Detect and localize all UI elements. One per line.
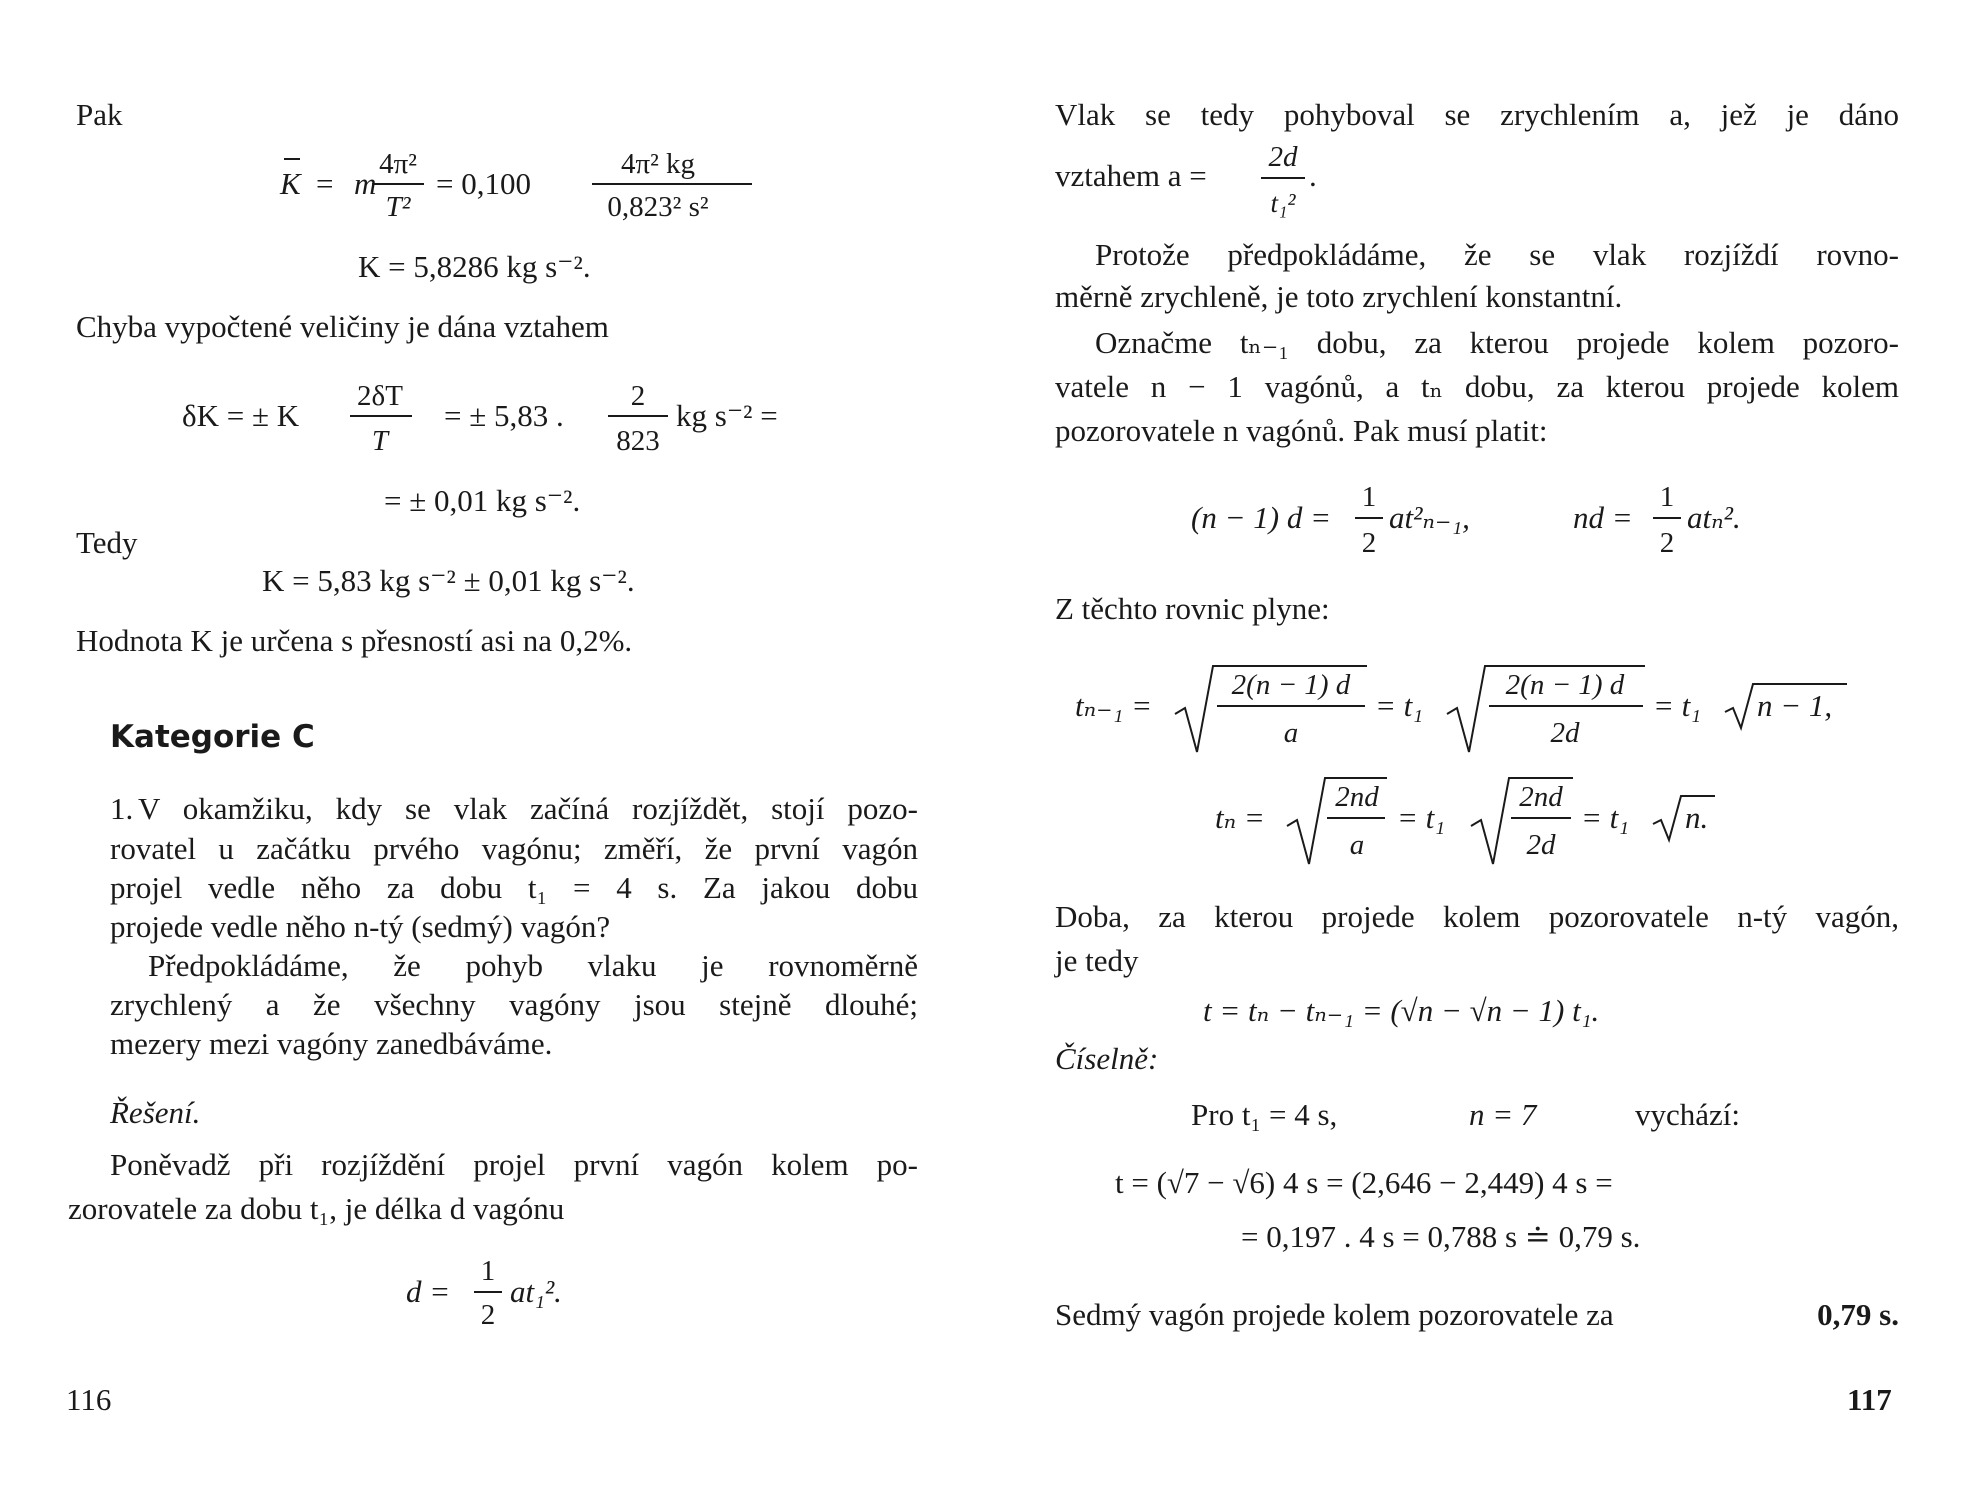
solution-line: Poněvadž při rozjíždění projel první vagón kolem po- bbox=[110, 1147, 918, 1182]
equation-pair bbox=[1191, 472, 1811, 572]
problem-line: mezery mezi vagóny zanedbáváme. bbox=[110, 1026, 553, 1061]
text-line: měrně zrychleně, je toto zrychlení konstantní. bbox=[1055, 279, 1623, 314]
equation-numeric-2: = 0,197 . 4 s = 0,788 s ≐ 0,79 s. bbox=[1241, 1219, 1641, 1254]
equation-delta-K bbox=[182, 368, 822, 468]
conclusion-text: Sedmý vagón projede kolem pozorovatele za bbox=[1055, 1297, 1614, 1332]
pro-line-a: Pro t₁ = 4 s, bbox=[1191, 1097, 1338, 1132]
conclusion-line bbox=[1055, 1296, 1899, 1334]
fraction-numerator: 1 bbox=[1361, 481, 1377, 513]
fraction-numerator: 4π² bbox=[379, 148, 417, 180]
fraction-denominator: T² bbox=[385, 191, 411, 223]
fraction-denominator: a bbox=[1349, 829, 1365, 861]
eq-root: n. bbox=[1685, 800, 1709, 835]
eq-mass: m bbox=[354, 166, 377, 201]
section-heading: Kategorie C bbox=[110, 719, 315, 755]
fraction-numerator: 1 bbox=[480, 1255, 496, 1287]
problem-line: Předpokládáme, že pohyb vlaku je rovnoměrně bbox=[148, 948, 918, 983]
eq-middle: = t₁ bbox=[1397, 800, 1446, 835]
page-number: 116 bbox=[66, 1382, 112, 1417]
pro-line-b: n = 7 bbox=[1469, 1097, 1537, 1132]
equation-d bbox=[406, 1246, 606, 1346]
problem-line: rovatel u začátku prvého vagónu; změří, že první vagón bbox=[110, 831, 918, 866]
problem-line: zrychlený a že všechny vagóny jsou stejně dlouhé; bbox=[110, 987, 918, 1022]
eq-middle: = ± 5,83 . bbox=[444, 398, 564, 433]
equation-a bbox=[1055, 136, 1355, 236]
equation-numeric-1: t = (√7 − √6) 4 s = (2,646 − 2,449) 4 s = bbox=[1115, 1165, 1613, 1200]
equation-K-final: K = 5,83 kg s⁻² ± 0,01 kg s⁻². bbox=[262, 563, 635, 598]
fraction-numerator: 2d bbox=[1268, 141, 1298, 173]
fraction-numerator: 2(n − 1) d bbox=[1505, 669, 1625, 701]
tedy-label: Tedy bbox=[76, 525, 138, 560]
fraction-denominator: a bbox=[1283, 717, 1299, 749]
text-line: Vlak se tedy pohyboval se zrychlením a, jež je dáno bbox=[1055, 97, 1899, 132]
fraction-numerator: 2(n − 1) d bbox=[1231, 669, 1351, 701]
page-number: 117 bbox=[1847, 1382, 1892, 1417]
fraction-numerator: 4π² kg bbox=[620, 148, 696, 180]
conclusion-value: 0,79 s. bbox=[1817, 1297, 1899, 1332]
right-page bbox=[985, 0, 1970, 1500]
chyba-text: Chyba vypočtené veličiny je dána vztahem bbox=[76, 309, 609, 344]
eq-rhs: at₁². bbox=[510, 1274, 562, 1309]
fraction-denominator: 2d bbox=[1550, 717, 1580, 749]
fraction-numerator: 1 bbox=[1659, 481, 1675, 513]
equation-delta-K-result: = ± 0,01 kg s⁻². bbox=[384, 483, 581, 518]
fraction-denominator: 2 bbox=[480, 1299, 496, 1331]
problem-number: 1. bbox=[110, 791, 134, 826]
eq-lhs: (n − 1) d = bbox=[1191, 500, 1331, 535]
text-line: je tedy bbox=[1055, 943, 1139, 978]
text-line: Doba, za kterou projede kolem pozorovatele n-tý vagón, bbox=[1055, 899, 1899, 934]
eq-rhs-prefix: = t₁ bbox=[1581, 800, 1630, 835]
text-line: pozorovatele n vagónů. Pak musí platit: bbox=[1055, 413, 1548, 448]
text-line: Z těchto rovnic plyne: bbox=[1055, 591, 1330, 626]
text-line: vatele n − 1 vagónů, a tₙ dobu, za kterou projede kolem bbox=[1055, 369, 1899, 404]
eq-lhs: tₙ = bbox=[1215, 800, 1265, 835]
eq-middle: = t₁ bbox=[1375, 688, 1424, 723]
fraction-denominator: 2d bbox=[1526, 829, 1556, 861]
eq-rhs: atₙ². bbox=[1687, 500, 1741, 535]
fraction-denominator: 0,823² s² bbox=[607, 191, 709, 223]
equation-t-n-minus-1 bbox=[1075, 650, 1905, 760]
pro-line-c: vychází: bbox=[1635, 1097, 1741, 1132]
eq-coefficient: = 0,100 bbox=[436, 166, 531, 201]
numeric-label: Číselně: bbox=[1055, 1041, 1159, 1076]
fraction-denominator: t₁² bbox=[1270, 188, 1296, 218]
text-line: Označme tₙ₋₁ dobu, za kterou projede kolem pozoro- bbox=[1095, 325, 1899, 360]
equation-t-n bbox=[1215, 762, 1775, 872]
hodnota-text: Hodnota K je určena s přesností asi na 0,2%. bbox=[76, 623, 633, 658]
fraction-denominator: T bbox=[371, 425, 389, 457]
eq-rhs: at²ₙ₋₁, bbox=[1389, 500, 1470, 535]
fraction-denominator: 823 bbox=[616, 425, 660, 457]
fraction-numerator: 2nd bbox=[1335, 781, 1379, 813]
equation-t-difference: t = tₙ − tₙ₋₁ = (√n − √n − 1) t₁. bbox=[1203, 993, 1600, 1028]
equation-K-value: K = 5,8286 kg s⁻². bbox=[358, 249, 591, 284]
problem-line: projel vedle něho za dobu t₁ = 4 s. Za jakou dobu bbox=[110, 870, 918, 905]
eq-lhs: vztahem a = bbox=[1055, 158, 1207, 193]
fraction-denominator: 2 bbox=[1361, 527, 1377, 559]
eq-root: n − 1, bbox=[1757, 688, 1833, 723]
fraction-numerator: 2δT bbox=[357, 380, 403, 412]
eq-equals: = bbox=[316, 166, 334, 201]
eq-lhs: K bbox=[280, 166, 301, 201]
eq-lhs: nd = bbox=[1573, 500, 1633, 535]
eq-dot: . bbox=[1309, 158, 1317, 193]
solution-line: zorovatele za dobu t₁, je délka d vagónu bbox=[68, 1191, 565, 1226]
text-line: Protože předpokládáme, že se vlak rozjíždí rovno- bbox=[1095, 237, 1899, 272]
problem-line: V okamžiku, kdy se vlak začíná rozjíždět, stojí pozo- bbox=[138, 791, 918, 826]
equation-K-mean bbox=[280, 136, 760, 236]
problem-line: projede vedle něho n-tý (sedmý) vagón? bbox=[110, 909, 611, 944]
fraction-numerator: 2 bbox=[630, 380, 646, 412]
eq-lhs: δK = ± K bbox=[182, 398, 300, 433]
eq-lhs: d = bbox=[406, 1274, 451, 1309]
pak-label: Pak bbox=[76, 97, 123, 132]
fraction-denominator: 2 bbox=[1659, 527, 1675, 559]
fraction-numerator: 2nd bbox=[1519, 781, 1563, 813]
eq-lhs: tₙ₋₁ = bbox=[1075, 688, 1152, 723]
eq-rhs-prefix: = t₁ bbox=[1653, 688, 1702, 723]
solution-label: Řešení. bbox=[110, 1095, 201, 1130]
eq-unit: kg s⁻² = bbox=[676, 398, 778, 433]
